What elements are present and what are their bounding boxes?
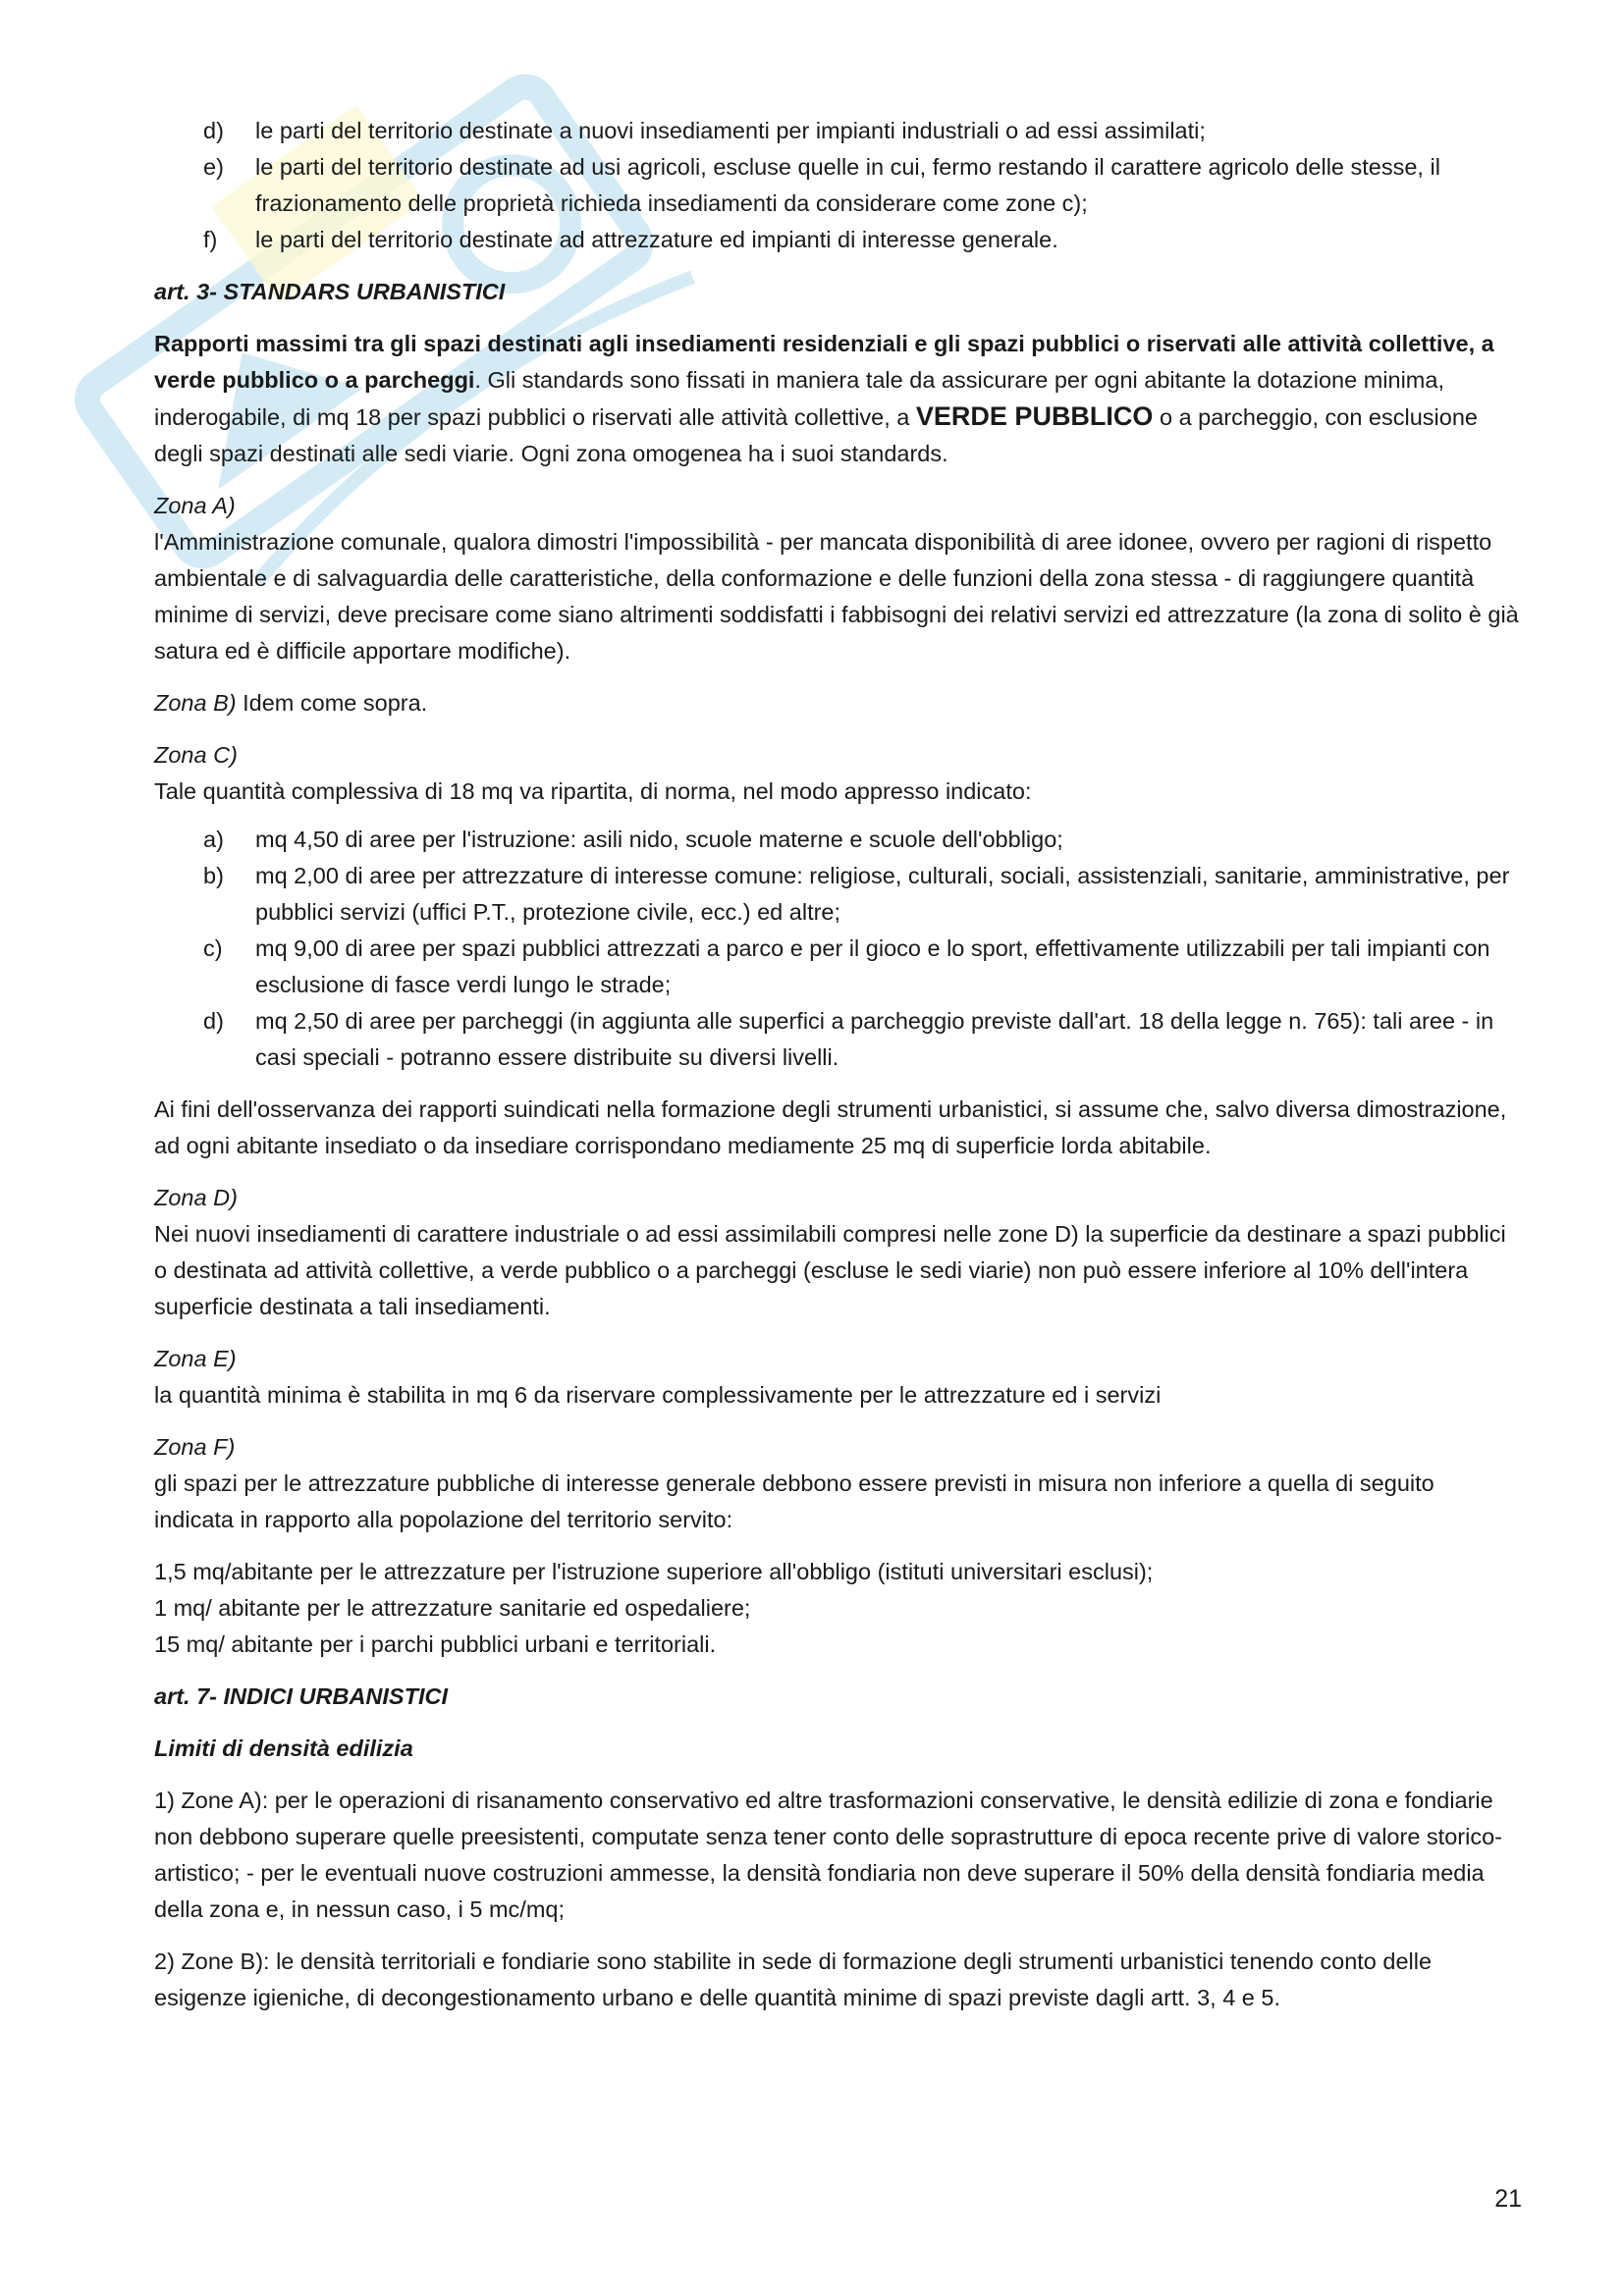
list-item: e) le parti del territorio destinate ad usi agricoli, escluse quelle in cui, fermo restando il carattere agricolo delle stesse, il frazionamento delle proprietà richieda insediamenti da considerare come zone c); xyxy=(203,154,1440,216)
art3-title: art. 3- STANDARS URBANISTICI xyxy=(154,279,506,304)
list-item: d) le parti del territorio destinate a nuovi insediamenti per impianti industriali o ad essi assimilati; xyxy=(203,118,1206,143)
zone-b: Zona B) Idem come sopra. xyxy=(154,690,428,716)
zone-c-after: Ai fini dell'osservanza dei rapporti suindicati nella formazione degli strumenti urbanistici, si assume che, salvo diversa dimostrazione, ad ogni abitante insediato o da insediare corrispondano mediamente 25 mq di superficie lorda abitabile. xyxy=(154,1096,1507,1158)
art3-lead-bold: Rapporti massimi tra gli spazi destinati agli insediamenti residenziali e gli spazi pubblici o riservati alle attività collettive, a verde pubblico o a parcheggi xyxy=(154,331,1494,393)
intro-list xyxy=(154,113,1519,258)
zone-b-label: Zona B) xyxy=(154,690,237,716)
list-item: d) mq 2,50 di aree per parcheggi (in aggiunta alle superfici a parcheggio previste dall'art. 18 della legge n. 765): tali aree - in casi speciali - potranno essere distribuite su diversi livelli. xyxy=(203,1008,1494,1070)
zone-a: Zona A) l'Amministrazione comunale, qualora dimostri l'impossibilità - per mancata disponibilità di aree idonee, ovvero per ragioni di rispetto ambientale e di salvaguardia delle caratteristiche, della conformazione e delle funzioni della zona stessa - di raggiungere quantità minime di servizi, deve precisare come siano altrimenti soddisfatti i fabbisogni dei relativi servizi ed attrezzature (la zona di solito è già satura ed è difficile apportare modifiche). xyxy=(154,488,1519,669)
list-item: b) mq 2,00 di aree per attrezzature di interesse comune: religiose, culturali, sociali, assistenziali, sanitarie, amministrative, per pubblici servizi (uffici P.T., protezione civile, ecc.) ed altre; xyxy=(203,863,1510,925)
zone-e-label: Zona E) xyxy=(154,1346,237,1371)
zone-f-label: Zona F) xyxy=(154,1434,236,1460)
zone-c-label: Zona C) xyxy=(154,742,238,768)
art7-paragraph-1: 1) Zone A): per le operazioni di risanamento conservativo ed altre trasformazioni conservative, le densità edilizie di zona e fondiarie non debbono superare quelle preesistenti, computate senza tener conto delle soprastrutture di epoca recente prive di valore storico-artistico; - per le eventuali nuove costruzioni ammesse, la densità fondiaria non deve superare il 50% della densità fondiaria media della zona e, in nessun caso, i 5 mc/mq; xyxy=(154,1788,1502,1922)
zone-d-label: Zona D) xyxy=(154,1185,238,1210)
zone-f-line: 1 mq/ abitante per le attrezzature sanitarie ed ospedaliere; xyxy=(154,1595,751,1621)
list-item: f) le parti del territorio destinate ad attrezzature ed impianti di interesse generale. xyxy=(203,227,1058,252)
zone-f: Zona F) gli spazi per le attrezzature pubbliche di interesse generale debbono essere previsti in misura non inferiore a quella di seguito indicata in rapporto alla popolazione del territorio servito: xyxy=(154,1429,1519,1538)
page-number: 21 xyxy=(1494,2185,1522,2213)
art7-title: art. 7- INDICI URBANISTICI xyxy=(154,1683,448,1709)
zone-d: Zona D) Nei nuovi insediamenti di carattere industriale o ad essi assimilabili compresi nelle zone D) la superficie da destinare a spazi pubblici o destinata ad attività collettive, a verde pubblico o a parcheggi (escluse le sedi viarie) non può essere inferiore al 10% dell'intera superficie destinata a tali insediamenti. xyxy=(154,1180,1519,1325)
document-body xyxy=(154,113,1519,2016)
list-item: c) mq 9,00 di aree per spazi pubblici attrezzati a parco e per il gioco e lo sport, effettivamente utilizzabili per tali impianti con esclusione di fasce verdi lungo le strade; xyxy=(203,935,1490,997)
zone-e: Zona E) la quantità minima è stabilita in mq 6 da riservare complessivamente per le attrezzature ed i servizi xyxy=(154,1341,1519,1414)
zone-a-label: Zona A) xyxy=(154,493,236,518)
art7-subtitle: Limiti di densità edilizia xyxy=(154,1735,413,1761)
list-item: a) mq 4,50 di aree per l'istruzione: asili nido, scuole materne e scuole dell'obbligo; xyxy=(203,827,1063,852)
zone-c: Zona C) Tale quantità complessiva di 18 mq va ripartita, di norma, nel modo appresso indicato: xyxy=(154,737,1519,810)
zone-f-line: 15 mq/ abitante per i parchi pubblici urbani e territoriali. xyxy=(154,1631,717,1657)
zone-c-list xyxy=(154,822,1519,1076)
zone-f-line: 1,5 mq/abitante per le attrezzature per l'istruzione superiore all'obbligo (istituti universitari esclusi); xyxy=(154,1559,1154,1584)
zone-f-lines xyxy=(154,1554,1519,1663)
art3-lead: Rapporti massimi tra gli spazi destinati agli insediamenti residenziali e gli spazi pubblici o riservati alle attività collettive, a verde pubblico o a parcheggi. Gli standards sono fissati in maniera tale da assicurare per ogni abitante la dotazione minima, inderogabile, di mq 18 per spazi pubblici o riservati alle attività collettive, a VERDE PUBBLICO o a parcheggio, con esclusione degli spazi destinati alle sedi viarie. Ogni zona omogenea ha i suoi standards. xyxy=(154,331,1494,466)
verde-pubblico-emphasis: VERDE PUBBLICO xyxy=(915,401,1154,431)
art7-paragraph-2: 2) Zone B): le densità territoriali e fondiarie sono stabilite in sede di formazione degli strumenti urbanistici tenendo conto delle esigenze igieniche, di decongestionamento urbano e delle quantità minime di spazi previste dagli artt. 3, 4 e 5. xyxy=(154,1949,1433,2010)
